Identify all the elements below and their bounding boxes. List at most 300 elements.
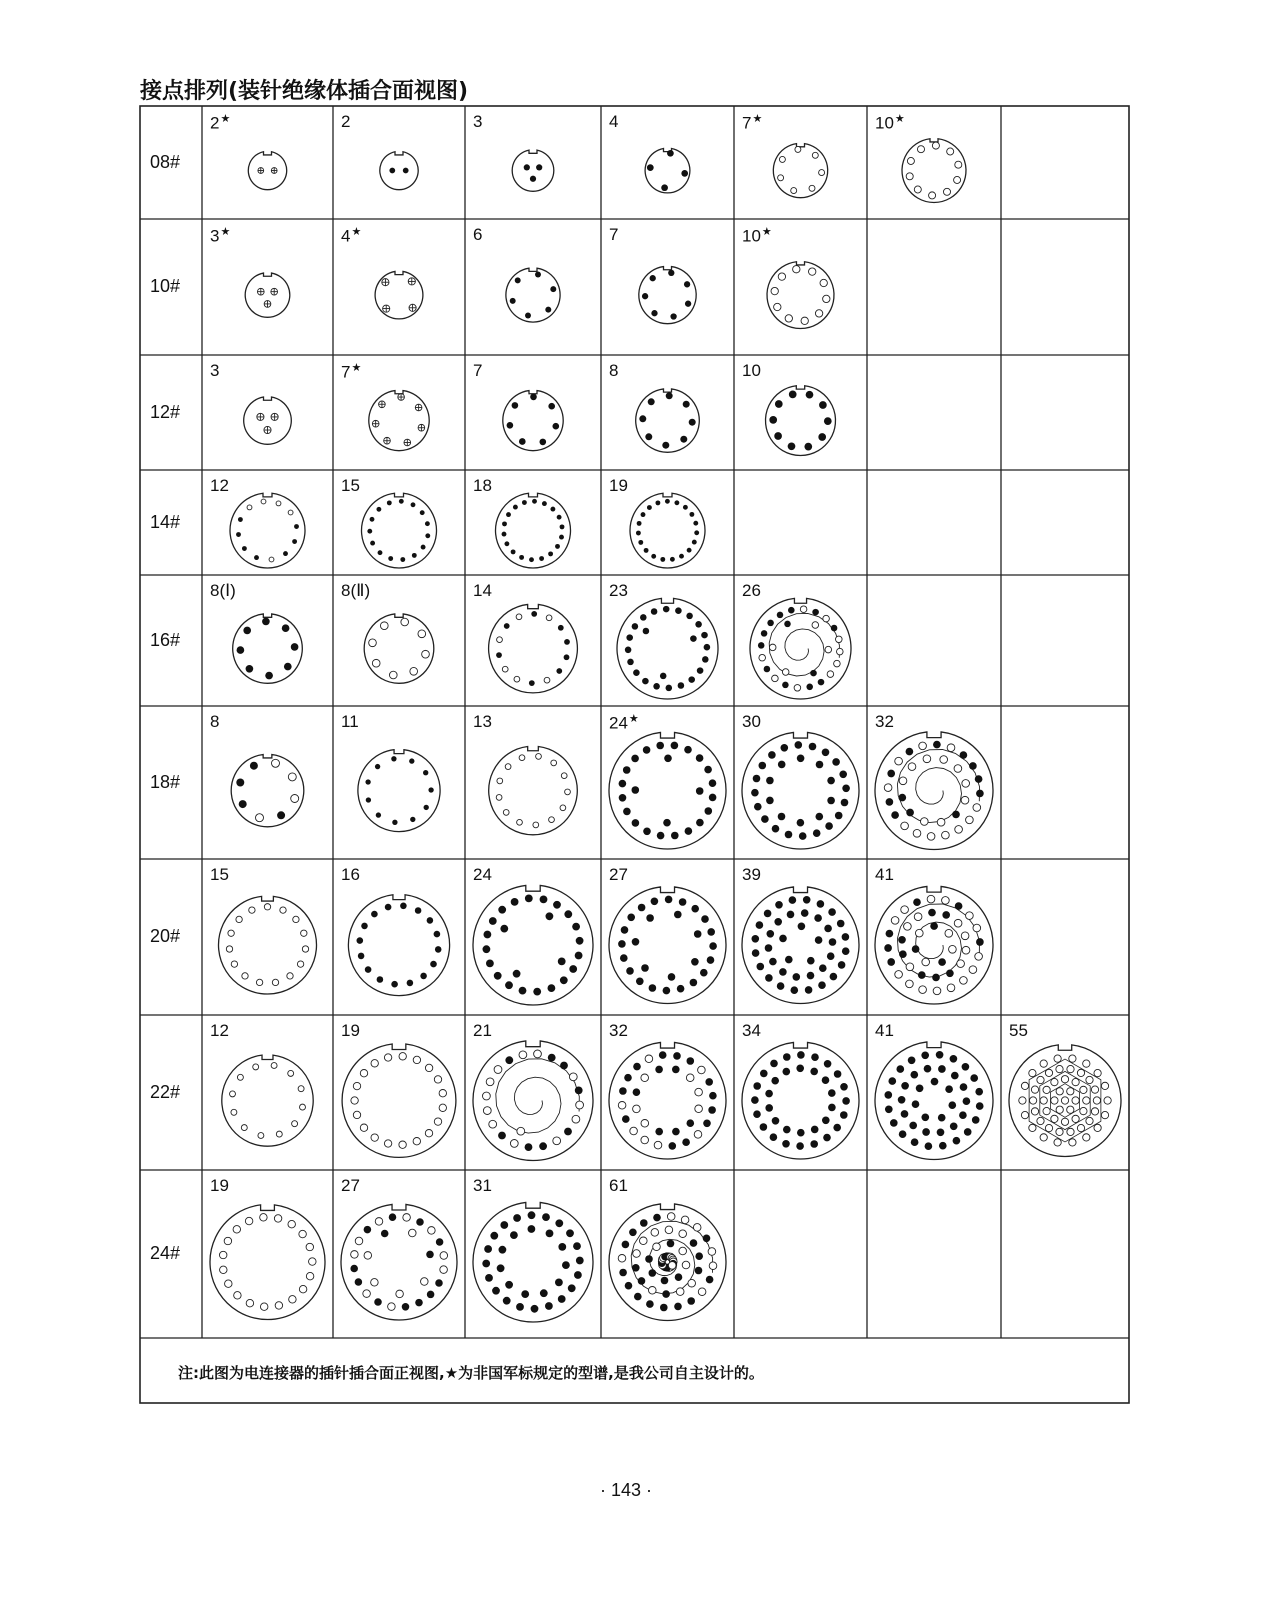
contact-pin [529,680,535,686]
contact-pin [496,652,502,658]
contact-pin [528,1211,536,1219]
connector-diagram [742,1042,859,1159]
contact-pin [936,1051,944,1059]
contact-pin [241,1125,247,1131]
contact-pin [688,676,695,683]
contact-pin [486,1078,494,1086]
contact-pin [891,917,899,925]
contact-pin [765,1104,773,1112]
contact-pin [645,433,652,440]
contact-pin [809,743,817,751]
contact-pin [932,974,940,982]
contact-pin [1043,1107,1050,1114]
contact-pin [1029,1124,1036,1131]
contact-count: 27 [341,1176,360,1195]
contact-pin [421,1278,429,1286]
contact-pin [923,755,931,763]
connector-outline [210,1205,325,1320]
contact-pin [272,759,280,767]
contact-pin [1045,1069,1052,1076]
contact-pin [1040,1097,1047,1104]
contact-pin [372,659,380,667]
contact-pin [226,946,232,952]
contact-pin [242,973,248,979]
contact-pin [766,777,774,785]
contact-pin [818,981,826,989]
contact-pin [440,1252,448,1260]
contact-pin [751,1096,759,1104]
contact-pin [552,423,559,430]
contact-pin [906,980,914,988]
connector-outline [489,747,578,835]
contact-count: 7 [473,361,483,380]
contact-pin [772,1117,780,1125]
contact-pin [969,966,977,974]
contact-pin [496,795,502,801]
contact-count: 3 [210,361,220,380]
contact-pin [369,639,377,647]
contact-count-label [609,112,618,132]
contact-pin [783,1053,791,1061]
contact-pin [954,919,962,927]
contact-pin [641,964,649,972]
contact-pin [671,832,679,840]
contact-pin [640,614,647,621]
contact-pin [945,929,953,937]
contact-pin [292,539,297,544]
contact-pin [439,1090,446,1097]
connector-diagram [503,391,563,451]
contact-pin [276,1131,282,1137]
contact-pin [636,531,641,536]
contact-pin [1056,1106,1063,1113]
contact-pin [256,979,262,985]
contact-pin [632,623,639,630]
contact-pin [824,925,832,933]
contact-count: 26 [742,581,761,600]
contact-pin [930,922,938,930]
footnote: 注:此图为电连接器的插针插合面正视图,★为非国军标规定的型谱,是我公司自主设计的。 [178,1364,764,1382]
contact-count-label [341,1176,360,1196]
contact-pin [975,775,983,783]
contact-pin [530,176,536,182]
contact-pin [500,1221,508,1229]
contact-pin [649,984,657,992]
contact-pin [516,1303,524,1311]
connector-diagram [364,614,434,683]
contact-pin [558,625,564,631]
contact-pin [940,756,948,764]
contact-pin [753,775,761,783]
contact-pin [427,1291,435,1299]
contact-pin [1080,1086,1087,1093]
contact-pin [1029,1069,1036,1076]
contact-pin [564,1128,572,1136]
contact-pin [758,762,766,770]
contact-pin [633,1063,641,1071]
contact-pin [387,500,392,505]
contact-pin [777,612,784,619]
contact-count-label [210,712,219,732]
star-icon: ★ [752,113,763,125]
contact-pin [886,798,894,806]
contact-pin [657,832,665,840]
connector-diagram [245,273,290,317]
contact-pin [360,1070,367,1077]
contact-pin [568,1284,576,1292]
contact-pin [961,796,969,804]
contact-pin [220,1266,227,1273]
connector-outline [375,271,423,318]
contact-pin [811,1053,819,1061]
contact-pin [375,764,380,769]
contact-count: 19 [341,1021,360,1040]
contact-pin [774,432,782,440]
contact-pin [945,1085,953,1093]
contact-pin [638,540,643,545]
contact-count: 24 [609,713,628,733]
contact-pin [686,613,693,620]
contact-pin [947,984,955,992]
contact-count-label [473,581,492,601]
contact-pin [638,1277,646,1285]
contact-pin [895,757,903,765]
contact-count-label [875,112,905,134]
contact-pin [524,164,530,170]
contact-count-label [609,1176,628,1196]
contact-pin [641,1119,649,1127]
contact-pin [774,303,781,310]
contact-count-label [473,225,482,245]
contact-pin [918,971,926,979]
contact-pin [367,529,372,534]
contact-pin [1051,1097,1058,1104]
contact-pin [1094,1069,1101,1076]
contact-count: 11 [341,712,359,731]
contact-count: 31 [473,1176,492,1195]
contact-pin [949,945,957,953]
connector-diagram [609,1042,726,1159]
contact-pin [700,969,708,977]
contact-pin [299,1285,306,1292]
contact-pin [764,910,772,918]
contact-pin [288,773,296,781]
contact-pin [667,1213,675,1221]
contact-pin [513,505,518,510]
contact-pin [351,1251,359,1259]
contact-pin [504,541,509,546]
contact-pin [782,1140,790,1148]
contact-pin [914,186,921,193]
contact-pin [908,1056,916,1064]
contact-count: 7 [609,225,619,244]
contact-pin [272,979,278,985]
contact-pin [682,1138,690,1146]
contact-pin [765,1090,773,1098]
contact-pin [696,754,704,762]
contact-pin [922,958,930,966]
contact-count: 21 [473,1021,492,1040]
contact-pin [752,949,760,957]
contact-pin [388,556,393,561]
star-icon: ★ [220,113,231,125]
connector-diagram [742,887,859,1004]
contact-pin [409,758,414,763]
contact-pin [302,946,308,952]
shell-size-label: 20# [150,926,181,946]
contact-pin [1045,1124,1052,1131]
contact-pin [503,810,509,816]
contact-pin [891,811,899,819]
contact-pin [785,956,793,964]
connector-diagram [609,732,726,849]
contact-pin [842,1097,850,1105]
contact-pin [219,1251,226,1258]
contact-pin [810,670,817,677]
contact-pin [788,607,795,614]
connector-outline [222,1055,313,1146]
contact-pin [629,1228,637,1236]
contact-pin [779,935,787,943]
contact-pin [784,621,791,628]
contact-pin [842,947,850,955]
contact-pin [663,606,670,613]
contact-pin [514,676,520,682]
contact-group-line [769,613,839,676]
contact-pin [920,818,928,826]
contact-pin [751,789,759,797]
contact-pin [485,1274,493,1282]
contact-count-label [210,865,229,885]
contact-pin [512,402,519,409]
contact-pin [938,1114,946,1122]
contact-pin [688,1279,696,1287]
contact-pin [919,742,927,750]
contact-pin [639,415,646,422]
contact-pin [618,940,626,948]
connector-diagram [766,386,836,456]
contact-pin [284,663,292,671]
contact-pin [817,900,825,908]
contact-pin [366,797,371,802]
contact-count: 14 [473,581,492,600]
contact-pin [922,1128,930,1136]
contact-pin [361,923,368,930]
contact-pin [646,1300,654,1308]
contact-pin [707,956,715,964]
connector-diagram [244,397,292,444]
contact-pin [830,973,838,981]
contact-pin [415,1299,423,1307]
contact-pin [402,1303,410,1311]
contact-pin [631,755,639,763]
contact-count-label [473,361,482,381]
contact-pin [687,1297,695,1305]
contact-pin [695,1088,703,1096]
contact-pin [823,615,830,622]
contact-pin [815,936,823,944]
contact-pin [280,907,286,913]
contact-pin [679,1230,687,1238]
contact-pin [899,1130,907,1138]
contact-pin [1061,1118,1068,1125]
contact-pin [634,1293,642,1301]
contact-pin [681,1216,689,1224]
contact-pin [809,268,816,275]
contact-pin [679,554,684,559]
contact-pin [824,417,832,425]
contact-pin [274,1215,281,1222]
contact-pin [504,623,510,629]
connector-outline [245,273,290,317]
contact-pin [695,1252,703,1260]
contact-pin [653,1243,661,1251]
contact-pin [497,778,503,784]
contact-pin [937,1128,945,1136]
contact-pin [371,1134,378,1141]
contact-pin [706,1276,714,1284]
star-icon: ★ [761,226,772,238]
contact-pin [641,1136,649,1144]
contact-pin [545,1302,553,1310]
contact-pin [548,551,553,556]
star-icon: ★ [894,113,905,125]
contact-pin [815,813,823,821]
contact-pin [909,1122,917,1130]
contact-pin [761,630,768,637]
contact-pin [1091,1108,1098,1115]
contact-pin [661,184,668,191]
contact-pin [1086,1076,1093,1083]
contact-pin [837,920,845,928]
contact-pin [904,923,912,931]
connector-diagram [473,885,593,1005]
contact-pin [1080,1107,1087,1114]
contact-pin [555,544,560,549]
contact-pin [560,976,568,984]
contact-pin [704,766,712,774]
connector-diagram [341,1204,457,1320]
contact-pin [782,669,789,676]
contact-pin [574,1271,582,1279]
contact-pin [540,1289,548,1297]
contact-pin [797,754,805,762]
contact-pin [566,1229,574,1237]
contact-pin [937,818,945,826]
contact-pin [1067,1106,1074,1113]
contact-pin [769,644,776,651]
contact-count: 19 [609,476,628,495]
contact-pin [1069,1055,1076,1062]
contact-pin [482,1260,490,1268]
contact-pin [766,930,774,938]
contact-pin [975,1088,983,1096]
contact-pin [816,761,824,769]
contact-pin [418,630,426,638]
contact-pin [517,1127,525,1135]
contact-pin [679,1247,687,1255]
contact-pin [689,512,694,517]
contact-pin [288,1220,295,1227]
contact-pin [807,972,815,980]
contact-pin [668,270,674,276]
contact-pin [519,555,524,560]
contact-pin [299,1230,306,1237]
contact-pin [952,811,960,819]
contact-pin [955,161,962,168]
contact-pin [822,1116,830,1124]
contact-pin [396,1290,404,1298]
contact-pin [834,1070,842,1078]
contact-pin [546,1230,554,1238]
contact-count: 32 [875,712,894,731]
contact-pin [490,1232,498,1240]
contact-pin [262,618,270,626]
contact-pin [805,986,813,994]
contact-pin [298,1086,304,1092]
contact-pin [365,779,370,784]
contact-pin [258,1133,264,1139]
contact-pin [778,273,785,280]
contact-pin [483,945,491,953]
contact-pin [632,938,640,946]
contact-pin [973,804,981,812]
contact-pin [558,958,566,966]
contact-pin [969,762,977,770]
contact-pin [1061,1076,1068,1083]
contact-pin [899,777,907,785]
contact-pin [960,1083,968,1091]
contact-pin [943,188,950,195]
contact-pin [1067,1088,1074,1095]
contact-pin [498,906,506,914]
contact-count-label [473,712,492,732]
contact-pin [619,794,627,802]
contact-pin [427,917,434,924]
contact-pin [819,170,825,176]
contact-count: 10 [875,113,894,133]
contact-pin [391,756,396,761]
contact-pin [378,550,383,555]
contact-pin [413,1138,420,1145]
contact-pin [650,275,656,281]
connector-outline [506,268,560,322]
contact-pin [412,553,417,558]
contact-pin [525,895,533,903]
contact-pin [564,654,570,660]
contact-pin [841,799,849,807]
contact-pin [261,499,266,504]
contact-pin [925,1142,933,1150]
contact-pin [392,820,397,825]
contact-count: 27 [609,865,628,884]
contact-pin [651,310,657,316]
contact-pin [407,980,414,987]
contact-pin [663,987,671,995]
contact-pin [659,1051,667,1059]
contact-pin [1072,1078,1079,1085]
contact-pin [662,442,669,449]
contact-pin [822,1076,830,1084]
contact-pin [1051,1115,1058,1122]
contact-pin [798,922,806,930]
contact-pin [955,826,963,834]
contact-pin [836,636,843,643]
contact-pin [913,829,921,837]
contact-count: 16 [341,865,360,884]
connector-diagram [380,152,418,190]
connector-diagram [489,747,578,835]
